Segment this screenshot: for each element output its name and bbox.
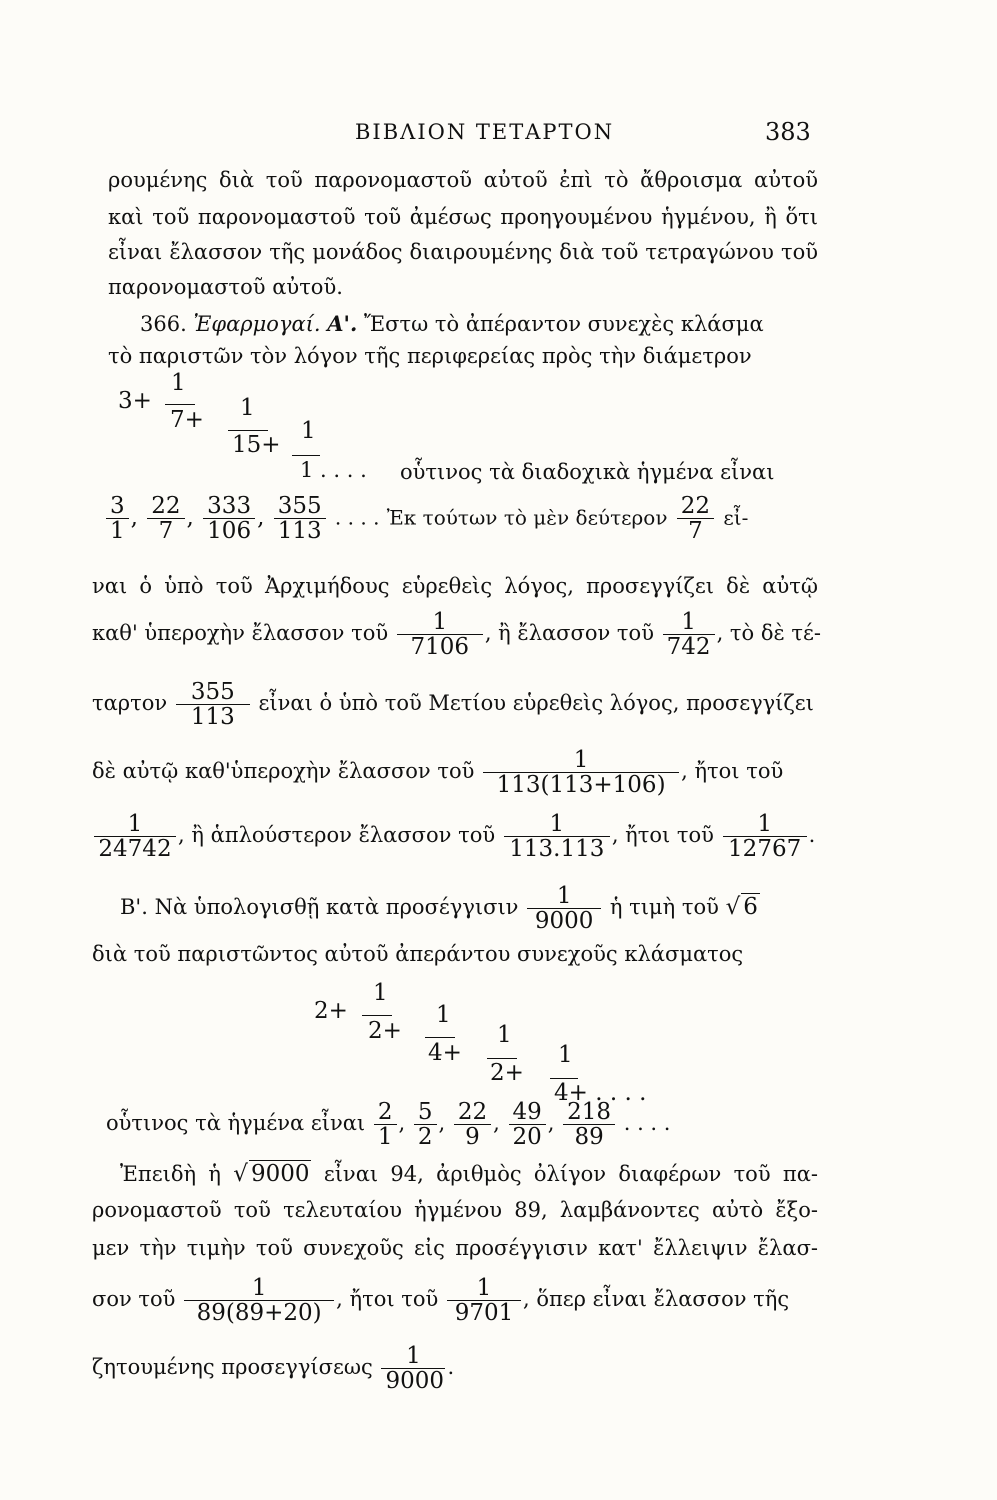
cf1-tail: 1 . . . .: [300, 458, 367, 482]
sqrt-icon: √: [725, 894, 741, 921]
page-header: [0, 116, 997, 156]
cf1-n2: 1: [240, 395, 255, 421]
fraction-1-9701: $\frac{1}{9701}$: [447, 1276, 521, 1325]
part-b-label: Β'.: [120, 895, 148, 920]
intro-line-4: παρονομαστοῦ αὐτοῦ.: [108, 275, 343, 299]
cf1-n1: 1: [171, 370, 186, 396]
conv-after-text: Ἐκ τούτων τὸ μὲν δεύτερον: [386, 505, 668, 530]
fraction-1-113x113: $\frac{1}{113.113}$: [504, 812, 610, 861]
convergent-fraction: $\frac{3}{1}$: [106, 494, 129, 543]
cf1-a0: 3+: [118, 388, 152, 414]
section-title: Ἐφαρμογαί.: [193, 312, 321, 336]
sqrt-9000: 9000: [250, 1161, 310, 1187]
archimedes-line: ναι ὁ ὑπὸ τοῦ Ἀρχιμήδους εὑρεθεὶς λόγος, προσεγγίζει δὲ αὐτῷ: [92, 574, 818, 598]
fraction-1-24742: $\frac{1}{24742}$: [94, 812, 176, 861]
convergent-fraction: $\frac{22}{9}$: [454, 1100, 491, 1149]
cf2-n4: 1: [558, 1042, 573, 1068]
cf2-bar4: [550, 1078, 578, 1079]
intro-line-2: καὶ τοῦ παρονομαστοῦ τοῦ ἀμέσως προηγουμένου ἡγμένου, ἢ ὅτι: [108, 205, 818, 229]
cf2-a2: 4+: [428, 1040, 462, 1066]
cf2-a4: 4+ . . . .: [554, 1080, 647, 1106]
fraction-1-742: $\frac{1}{742}$: [663, 610, 715, 659]
fraction-1-7106: $\frac{1}{7106}$: [397, 610, 483, 659]
sqrt-6: 6: [743, 894, 758, 921]
convergent-fraction: $\frac{5}{2}$: [414, 1100, 437, 1149]
fraction-22-7: $\frac{22}{7}$: [677, 494, 714, 543]
section-heading: [140, 311, 818, 336]
convergent-fraction: $\frac{333}{106}$: [203, 494, 255, 543]
cf2-n2: 1: [436, 1002, 451, 1028]
cf1-bar1: [165, 404, 195, 405]
intro-line-3: εἶναι ἔλασσον τῆς μονάδος διαιρουμένης διὰ τοῦ τετραγώνου τοῦ: [108, 240, 818, 264]
fraction-1-89x109: $\frac{1}{89(89+20)}$: [184, 1276, 334, 1325]
cf2-a1: 2+: [368, 1018, 402, 1044]
cf1-a2: 15+: [232, 432, 281, 458]
simplified-bound-line: $\frac{1}{24742}$ , ἢ ἁπλούστερον ἔλασσον τοῦ $\frac{1}{113.113}$ , ἤτοι τοῦ $\frac{1}{12767}$ .: [92, 812, 815, 861]
fraction-1-9000: $\frac{1}{9000}$: [527, 884, 601, 933]
part-a-text: Ἔστω τὸ ἀπέραντον συνεχὲς κλάσμα: [363, 312, 764, 336]
metius-bound-line: δὲ αὐτῷ καθ'ὑπεροχὴν ἔλασσον τοῦ $\frac{1}{113(113+106)}$ , ἤτοι τοῦ: [92, 747, 784, 799]
closing-line-4: σον τοῦ $\frac{1}{89(89+20)}$ , ἤτοι τοῦ $\frac{1}{9701}$ , ὅπερ εἶναι ἔλασσον τῆς: [92, 1275, 790, 1327]
part-a-line-2: τὸ παριστῶν τὸν λόγον τῆς περιφερείας πρὸς τὴν διάμετρον: [108, 344, 752, 368]
convergents-sqrt6: οὗτινος τὰ ἡγμένα εἶναι $\frac{2}{1}$ , $\frac{5}{2}$ , $\frac{22}{9}$ , $\frac{49}{20}$ , $\frac{218}{89}$ . . . .: [106, 1099, 671, 1151]
cf1-n3: 1: [301, 418, 316, 444]
fraction-1-9000-final: $\frac{1}{9000}$: [381, 1344, 445, 1393]
cf2-n1: 1: [373, 980, 388, 1006]
convergent-fraction: $\frac{49}{20}$: [509, 1100, 546, 1149]
page-number: 383: [765, 118, 811, 146]
cf2-bar1: [362, 1015, 392, 1016]
convergents-pi: $\frac{3}{1}$ , $\frac{22}{7}$ , $\frac{333}{106}$ , $\frac{355}{113}$ . . . . Ἐκ τούτων τὸ μὲν δεύτερον $\frac{22}{7}$ εἶ-: [104, 494, 748, 543]
part-b-line-2: διὰ τοῦ παριστῶντος αὐτοῦ ἀπεράντου συνεχοῦς κλάσματος: [92, 942, 744, 966]
sqrt-icon: √: [233, 1161, 248, 1187]
cf2-bar3: [487, 1058, 517, 1059]
cf2-n3: 1: [497, 1022, 512, 1048]
fraction-355-113: $\frac{355}{113}$: [176, 680, 250, 729]
cf2-a0: 2+: [314, 998, 348, 1024]
cf1-bar3: [292, 455, 320, 456]
closing-line-1: Ἐπειδὴ ἡ √ 9000 εἶναι 94, ἀριθμὸς ὀλίγον διαφέρων τοῦ πα-: [120, 1161, 818, 1187]
part-b-line-1: Β'. Νὰ ὑπολογισθῇ κατὰ προσέγγισιν $\frac{1}{9000}$ ἡ τιμὴ τοῦ √ 6: [120, 883, 758, 935]
cf2-a3: 2+: [490, 1060, 524, 1086]
cf1-text: οὗτινος τὰ διαδοχικὰ ἡγμένα εἶναι: [400, 460, 775, 484]
running-title: ΒΙΒΛΙΟΝ ΤΕΤΑΡΤΟΝ: [355, 120, 615, 144]
fraction-1-113-219: $\frac{1}{113(113+106)}$: [483, 748, 679, 797]
archimedes-bound-line: καθ' ὑπεροχὴν ἔλασσον τοῦ $\frac{1}{7106}$ , ἢ ἔλασσον τοῦ $\frac{1}{742}$ , τὸ δὲ τέ-: [92, 609, 822, 661]
closing-line-2: ρονομαστοῦ τοῦ τελευταίου ἡγμένου 89, λαμβάνοντες αὐτὸ ἔξο-: [92, 1198, 818, 1222]
cf1-bar2: [228, 430, 268, 431]
fraction-1-12767: $\frac{1}{12767}$: [723, 812, 807, 861]
closing-line-5: ζητουμένης προσεγγίσεως $\frac{1}{9000}$ .: [92, 1343, 455, 1395]
dots: . . . .: [334, 505, 380, 530]
cf2-bar2: [425, 1037, 455, 1038]
cf1-a1: 7+: [170, 407, 204, 433]
convergent-fraction: $\frac{355}{113}$: [274, 494, 326, 543]
closing-line-3: μεν τὴν τιμὴν τοῦ συνεχοῦς εἰς προσέγγισιν κατ' ἔλλειψιν ἔλασ-: [92, 1236, 818, 1260]
convergent-fraction: $\frac{2}{1}$: [374, 1100, 397, 1149]
convergent-fraction: $\frac{22}{7}$: [147, 494, 184, 543]
convergent-fraction: $\frac{218}{89}$: [563, 1100, 615, 1149]
part-a-label: Α'.: [327, 311, 358, 336]
section-number: 366.: [140, 312, 187, 336]
metius-line: ταρτον $\frac{355}{113}$ εἶναι ὁ ὑπὸ τοῦ Μετίου εὑρεθεὶς λόγος, προσεγγίζει: [92, 679, 814, 731]
intro-line-1: ρουμένης διὰ τοῦ παρονομαστοῦ αὐτοῦ ἐπὶ τὸ ἄθροισμα αὐτοῦ: [108, 168, 818, 192]
